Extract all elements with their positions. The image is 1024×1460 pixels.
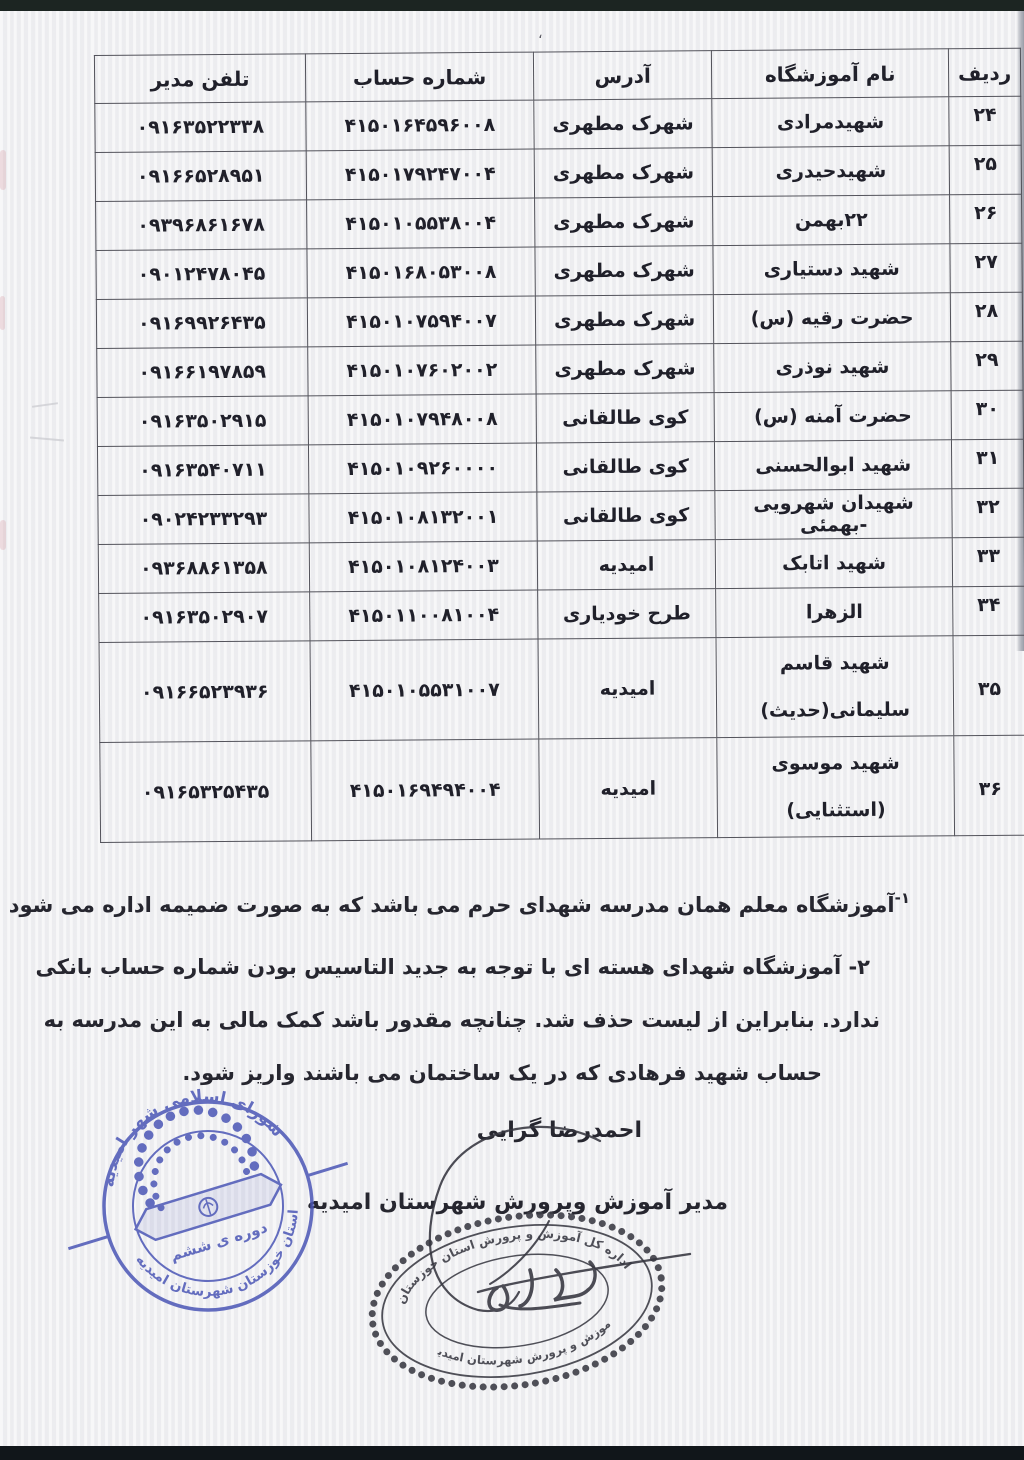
cell-phone: ۰۹۱۶۳۵۰۲۹۰۷ [99,592,310,643]
stamp-left-line [68,1237,107,1249]
cell-school-name: حضرت آمنه (س) [714,391,952,442]
cell-address: طرح خودیاری [538,589,716,639]
footnote-1-number: ۱- [894,889,910,907]
cell-address: شهرک مطهری [534,99,712,149]
cell-account: ۴۱۵۰۱۰۹۲۶۰۰۰۰ [308,443,537,494]
signatory-name: احمدرضا گرایی [476,1118,642,1143]
table-row [99,635,1024,742]
cell-phone: ۰۹۰۲۴۲۳۳۲۹۳ [98,494,309,545]
cell-account: ۴۱۵۰۱۶۸۰۵۳۰۰۸ [307,247,536,298]
cell-account: ۴۱۵۰۱۷۹۲۴۷۰۰۴ [306,149,535,200]
cell-phone: ۰۹۱۶۹۹۲۶۴۳۵ [96,298,307,349]
cell-phone: ۰۹۳۶۸۸۶۱۳۵۸ [98,543,309,594]
stamp-top-text: اداره کل آموزش و پرورش استان خوزستان [393,1226,635,1306]
svg-text:آموزش و پرورش شهرستان امیدیه [334,1182,617,1391]
header-address: آدرس [534,51,712,100]
cell-school-name: ۲۲بهمن [713,195,951,246]
header-account-number: شماره حساب [305,52,534,102]
cell-address: امیدیه [538,638,717,739]
cell-address: امیدیه [539,738,718,839]
cell-address: کوی طالقانی [537,491,715,541]
table-row [98,488,1024,544]
table-row [96,292,1022,348]
schools-accounts-table [94,48,1024,843]
cell-row-number: ۲۶ [950,194,1022,244]
table-row [95,96,1021,152]
cell-row-number: ۳۳ [952,537,1024,587]
table-row [97,439,1023,495]
svg-text:اداره کل آموزش و پرورش استان خ [385,1210,635,1307]
table-header-row [94,48,1020,103]
header-manager-phone: تلفن مدیر [94,54,305,104]
cell-school-name: شهید ابوالحسنی [714,440,952,491]
cell-row-number: ۳۴ [953,586,1024,636]
cell-phone: ۰۹۰۱۲۴۷۸۰۴۵ [96,249,307,300]
table-row [97,390,1023,446]
table-row [98,537,1024,593]
cell-phone: ۰۹۱۶۳۵۰۲۹۱۵ [97,396,308,447]
cell-phone: ۰۹۱۶۶۱۹۷۸۵۹ [97,347,308,398]
cell-school-name: شهید اتابک [715,538,953,589]
cell-account: ۴۱۵۰۱۰۸۱۳۲۰۰۱ [309,492,538,543]
cell-school-name: شهیدمرادی [712,97,950,148]
cell-account: ۴۱۵۰۱۶۴۵۹۶۰۰۸ [306,100,535,151]
signatory-title: مدیر آموزش وپرورش شهرستان امیدیه [306,1190,728,1215]
table-row [100,735,1024,842]
cell-account: ۴۱۵۰۱۰۵۵۳۱۰۰۷ [310,639,539,741]
header-row-number: ردیف [949,48,1021,97]
table-row [96,194,1022,250]
table-row [97,341,1023,397]
cell-account: ۴۱۵۰۱۰۷۶۰۲۰۰۲ [307,345,536,396]
cell-address: شهرک مطهری [534,148,712,198]
council-round-stamp [88,1086,328,1326]
fold-mark [32,402,58,408]
stamp-right-line [308,1163,347,1175]
cell-phone: ۰۹۱۶۶۵۲۳۹۳۶ [99,641,311,743]
cell-school-name: شهید دستیاری [713,244,951,295]
cell-account: ۴۱۵۰۱۶۹۴۹۴۰۰۴ [311,739,540,841]
stamp-middle-text: دوره ی ششم [168,1218,270,1265]
cell-school-name: شهید قاسم سلیمانی(حدیث) [716,636,954,738]
stamp-bottom-text: آموزش و پرورش شهرستان امیدیه [334,1221,614,1368]
cell-row-number: ۳۲ [952,488,1024,538]
cell-row-number: ۲۷ [950,243,1022,293]
cell-school-name: حضرت رقیه (س) [713,293,951,344]
education-oval-stamp [334,1206,682,1396]
scan-smudge [0,296,5,330]
cell-address: شهرک مطهری [535,295,713,345]
scan-artifact-mark: ، [538,26,543,42]
footnote-1-text: آموزشگاه معلم همان مدرسه شهدای حرم می باشد که به صورت ضمیمه اداره می شود [8,893,895,917]
header-school-name: نام آموزشگاه [711,49,949,99]
cell-row-number: ۲۴ [949,96,1021,146]
cell-phone: ۰۹۱۶۳۵۴۰۷۱۱ [97,445,308,496]
cell-row-number: ۳۵ [953,635,1024,736]
table-row [99,586,1024,642]
cell-account: ۴۱۵۰۱۰۷۵۹۴۰۰۷ [307,296,536,347]
cell-school-name: شهید نوذری [714,342,952,393]
cell-address: کوی طالقانی [536,393,714,443]
cell-row-number: ۲۵ [949,145,1021,195]
cell-row-number: ۳۱ [952,439,1024,489]
cell-address: شهرک مطهری [535,246,713,296]
stamp-top-text: شورای اسلامی شهر امیدیه [98,1086,288,1189]
table-row [96,243,1022,299]
cell-phone: ۰۹۳۹۶۸۶۱۶۷۸ [96,200,307,251]
footnote-2-line-3: حساب شهید فرهادی که در یک ساختمان می باشند واریز شود. [182,1061,822,1085]
cell-row-number: ۳۶ [954,735,1024,836]
footnote-2-line-1: ۲- آموزشگاه شهدای هسته ای با توجه به جدید التاسیس بودن شماره حساب بانکی [35,955,870,979]
cell-school-name: شهید موسوی (استثنایی) [717,736,955,838]
cell-account: ۴۱۵۰۱۰۸۱۲۴۰۰۳ [309,541,538,592]
cell-school-name: الزهرا [716,587,954,638]
cell-row-number: ۲۸ [951,292,1023,342]
scan-edge-bottom [0,1446,1024,1460]
cell-school-name: شهیدحیدری [712,146,950,197]
cell-row-number: ۳۰ [951,390,1023,440]
table-row [95,145,1021,201]
scan-smudge [0,150,6,190]
cell-phone: ۰۹۱۶۳۵۲۲۳۳۸ [95,102,306,153]
cell-account: ۴۱۵۰۱۰۵۵۳۸۰۰۴ [306,198,535,249]
scan-smudge [0,520,6,550]
cell-phone: ۰۹۱۶۵۳۲۵۴۳۵ [100,741,312,843]
cell-account: ۴۱۵۰۱۰۷۹۴۸۰۰۸ [308,394,537,445]
cell-address: شهرک مطهری [536,344,714,394]
footnote-2-line-2: ندارد. بنابراین از لیست حذف شد. چنانچه مقدور باشد کمک مالی به این مدرسه به [43,1008,880,1032]
cell-phone: ۰۹۱۶۶۵۲۸۹۵۱ [95,151,306,202]
cell-address: امیدیه [537,540,715,590]
fold-mark [30,437,64,442]
cell-address: کوی طالقانی [537,442,715,492]
cell-row-number: ۲۹ [951,341,1023,391]
footnote-1 [9,889,910,917]
cell-account: ۴۱۵۰۱۱۰۰۸۱۰۰۴ [309,590,538,641]
scan-edge-top [0,0,1024,11]
stamp-bottom-text: استان خوزستان شهرستان امیدیه [132,1208,302,1300]
cell-address: شهرک مطهری [535,197,713,247]
cell-school-name: شهیدان شهرویی -بهمئی [715,489,953,540]
